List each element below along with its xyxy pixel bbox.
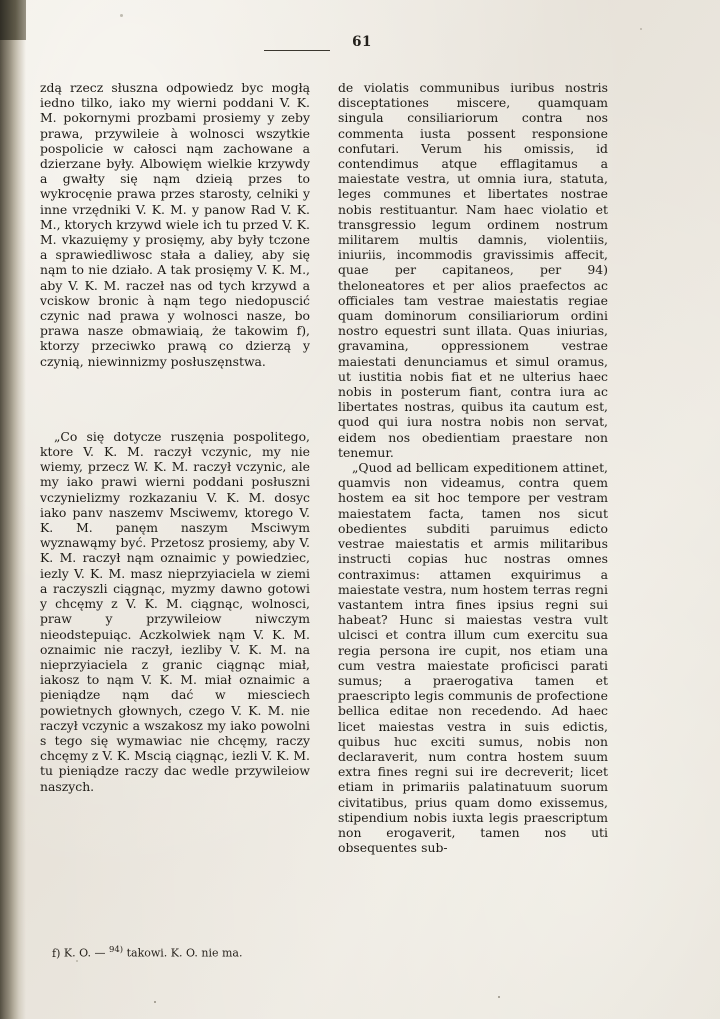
footnote-marker-f: f) (52, 946, 61, 960)
right-column (338, 80, 608, 855)
page-number: 61 (352, 34, 372, 50)
paragraph: zdą rzecz słuszna odpowiedz byc mogłą iedno tilko, iako my wierni poddani V. K. M. pokornymi prozbami prosiemy y zeby prawa, przywileie à wolnosci wszytkie pospolicie w całosci nąm zachowane a dzierzane były. Albowięm wielkie krzywdy a gwałty się nąm dzieią przes to wykrocęnie prawa przes starosty, celniki y inne vrzędniki V. K. M. y panow Rad V. K. M., ktorych krzywd wiele ich tu przed V. K. M. vkazuięmy y prosięmy, aby były tczone a sprawiedliwosc stała a daliey, aby się nąm to nie działo. A tak prosięmy V. K. M., aby V. K. M. raczeł nas od tych krzywd a vciskow bronic à nąm tego niedopuscić czynic nad prawa y wolnosci nasze, bo prawa nasze obmawiaią, że takowim f), ktorzy przeciwko prawą co dzierzą y czynią, niewinnizmy posłuszęnstwa. (40, 80, 310, 369)
paragraph: de violatis communibus iuribus nostris disceptationes miscere, quamquam singula consiliariorum contra nos commenta iusta possent responsione confutari. Verum his omissis, id contendimus atque efflagitamus a maiestate vestra, ut omnia iura, statuta, leges communes et libertates nostrae nobis restituantur. Nam haec violatio et transgressio legum ordinem nostrum militarem multis damnis, violentiis, iniuriis, incommodis gravissimis affecit, quae per capitaneos, per 94) theloneatores et per alios praefectos ac officiales tam vestrae maiestatis regiae quam dominorum consiliariorum ordini nostro equestri sunt illata. Quas iniurias, gravamina, oppressionem vestrae maiestati denunciamus et simul oramus, ut iustitia nobis fiat et ne ulterius haec nobis in posterum fiant, contra iura ac libertates nostras, quibus ita cautum est, quod qui iura nostra nobis non servat, eidem nos obedientiam praestare non tenemur. (338, 80, 608, 460)
column-spacer (40, 369, 310, 429)
scan-speck (120, 14, 123, 17)
footnote-area (40, 943, 686, 961)
header-rule (264, 50, 330, 51)
scan-speck (640, 28, 642, 30)
scan-speck (154, 1001, 156, 1003)
page-binding-top-shadow (0, 0, 26, 40)
page-binding-shadow (0, 0, 26, 1019)
page-header (40, 36, 684, 50)
footnote-text-94: takowi. K. O. nie ma. (126, 946, 243, 960)
paragraph: „Co się dotycze ruszęnia pospolitego, ktore V. K. M. raczył vczynic, my nie wiemy, przecz W. K. M. raczył vczynic, ale my iako prawi wierni poddani posłuszni vczynielizmy rozkazaniu V. K. M. dosyc iako panv naszemv Msciwemv, ktorego V. K. M. panęm naszym Msciwym wyznawąmy być. Przetosz prosiemy, aby V. K. M. raczył nąm oznaimic y powiedziec, iezly V. K. M. masz nieprzyiaciela w ziemi a raczyszli ciągnąc, myzmy dawno gotowi y chcęmy z V. K. M. ciągnąc, wolnosci, praw y przywileiow niwczym nieodstepuiąc. Aczkolwiek nąm V. K. M. oznaimic nie raczył, iezliby V. K. M. na nieprzyiaciela z granic ciągnąc miał, iakosz to nąm V. K. M. miał oznaimic a pieniądze nąm dać w miesciech powietnych głownych, czego V. K. M. nie raczył vczynic a wszakosz my iako powolni s tego się wymawiac nie chcęmy, raczy chcęmy z V. K. Mscią ciągnąc, iezli V. K. M. tu pieniądze raczy dac wedle przywileiow naszych. (40, 428, 310, 794)
text-body (40, 80, 686, 855)
left-column (40, 80, 310, 855)
paragraph: „Quod ad bellicam expeditionem attinet, quamvis non videamus, contra quem hostem ea sit hoc tempore per vestram maiestatem facta, tamen nos sicut obedientes subditi paruimus edicto vestrae maiestatis et armis militaribus instructi copias huc nostras omnes contraximus: attamen exquirimus a maiestate vestra, num hostem terras regni vastantem intra fines ipsius regni sui habeat? Hunc si maiestas vestra vult ulcisci et contra illum cum exercitu sua regia persona ire cupit, nos etiam una cum vestra maiestate proficisci parati sumus; a praerogativa tamen et praescripto legis communis de profectione bellica editae non recedendo. Ad haec licet maiestas vestra in suis edictis, quibus huc exciti sumus, nobis non declaraverit, num contra hostem suum extra fines regni sui ire decreverit; licet etiam in primariis palatinatuum suorum civitatibus, prius quam domo exissemus, stipendium nobis iuxta legis praescriptum non erogaverit, tamen nos uti obsequentes sub- (338, 460, 608, 856)
scan-speck (498, 996, 500, 998)
footnote-text-f: K. O. — (63, 946, 106, 960)
footnote-marker-94: 94) (108, 945, 124, 955)
